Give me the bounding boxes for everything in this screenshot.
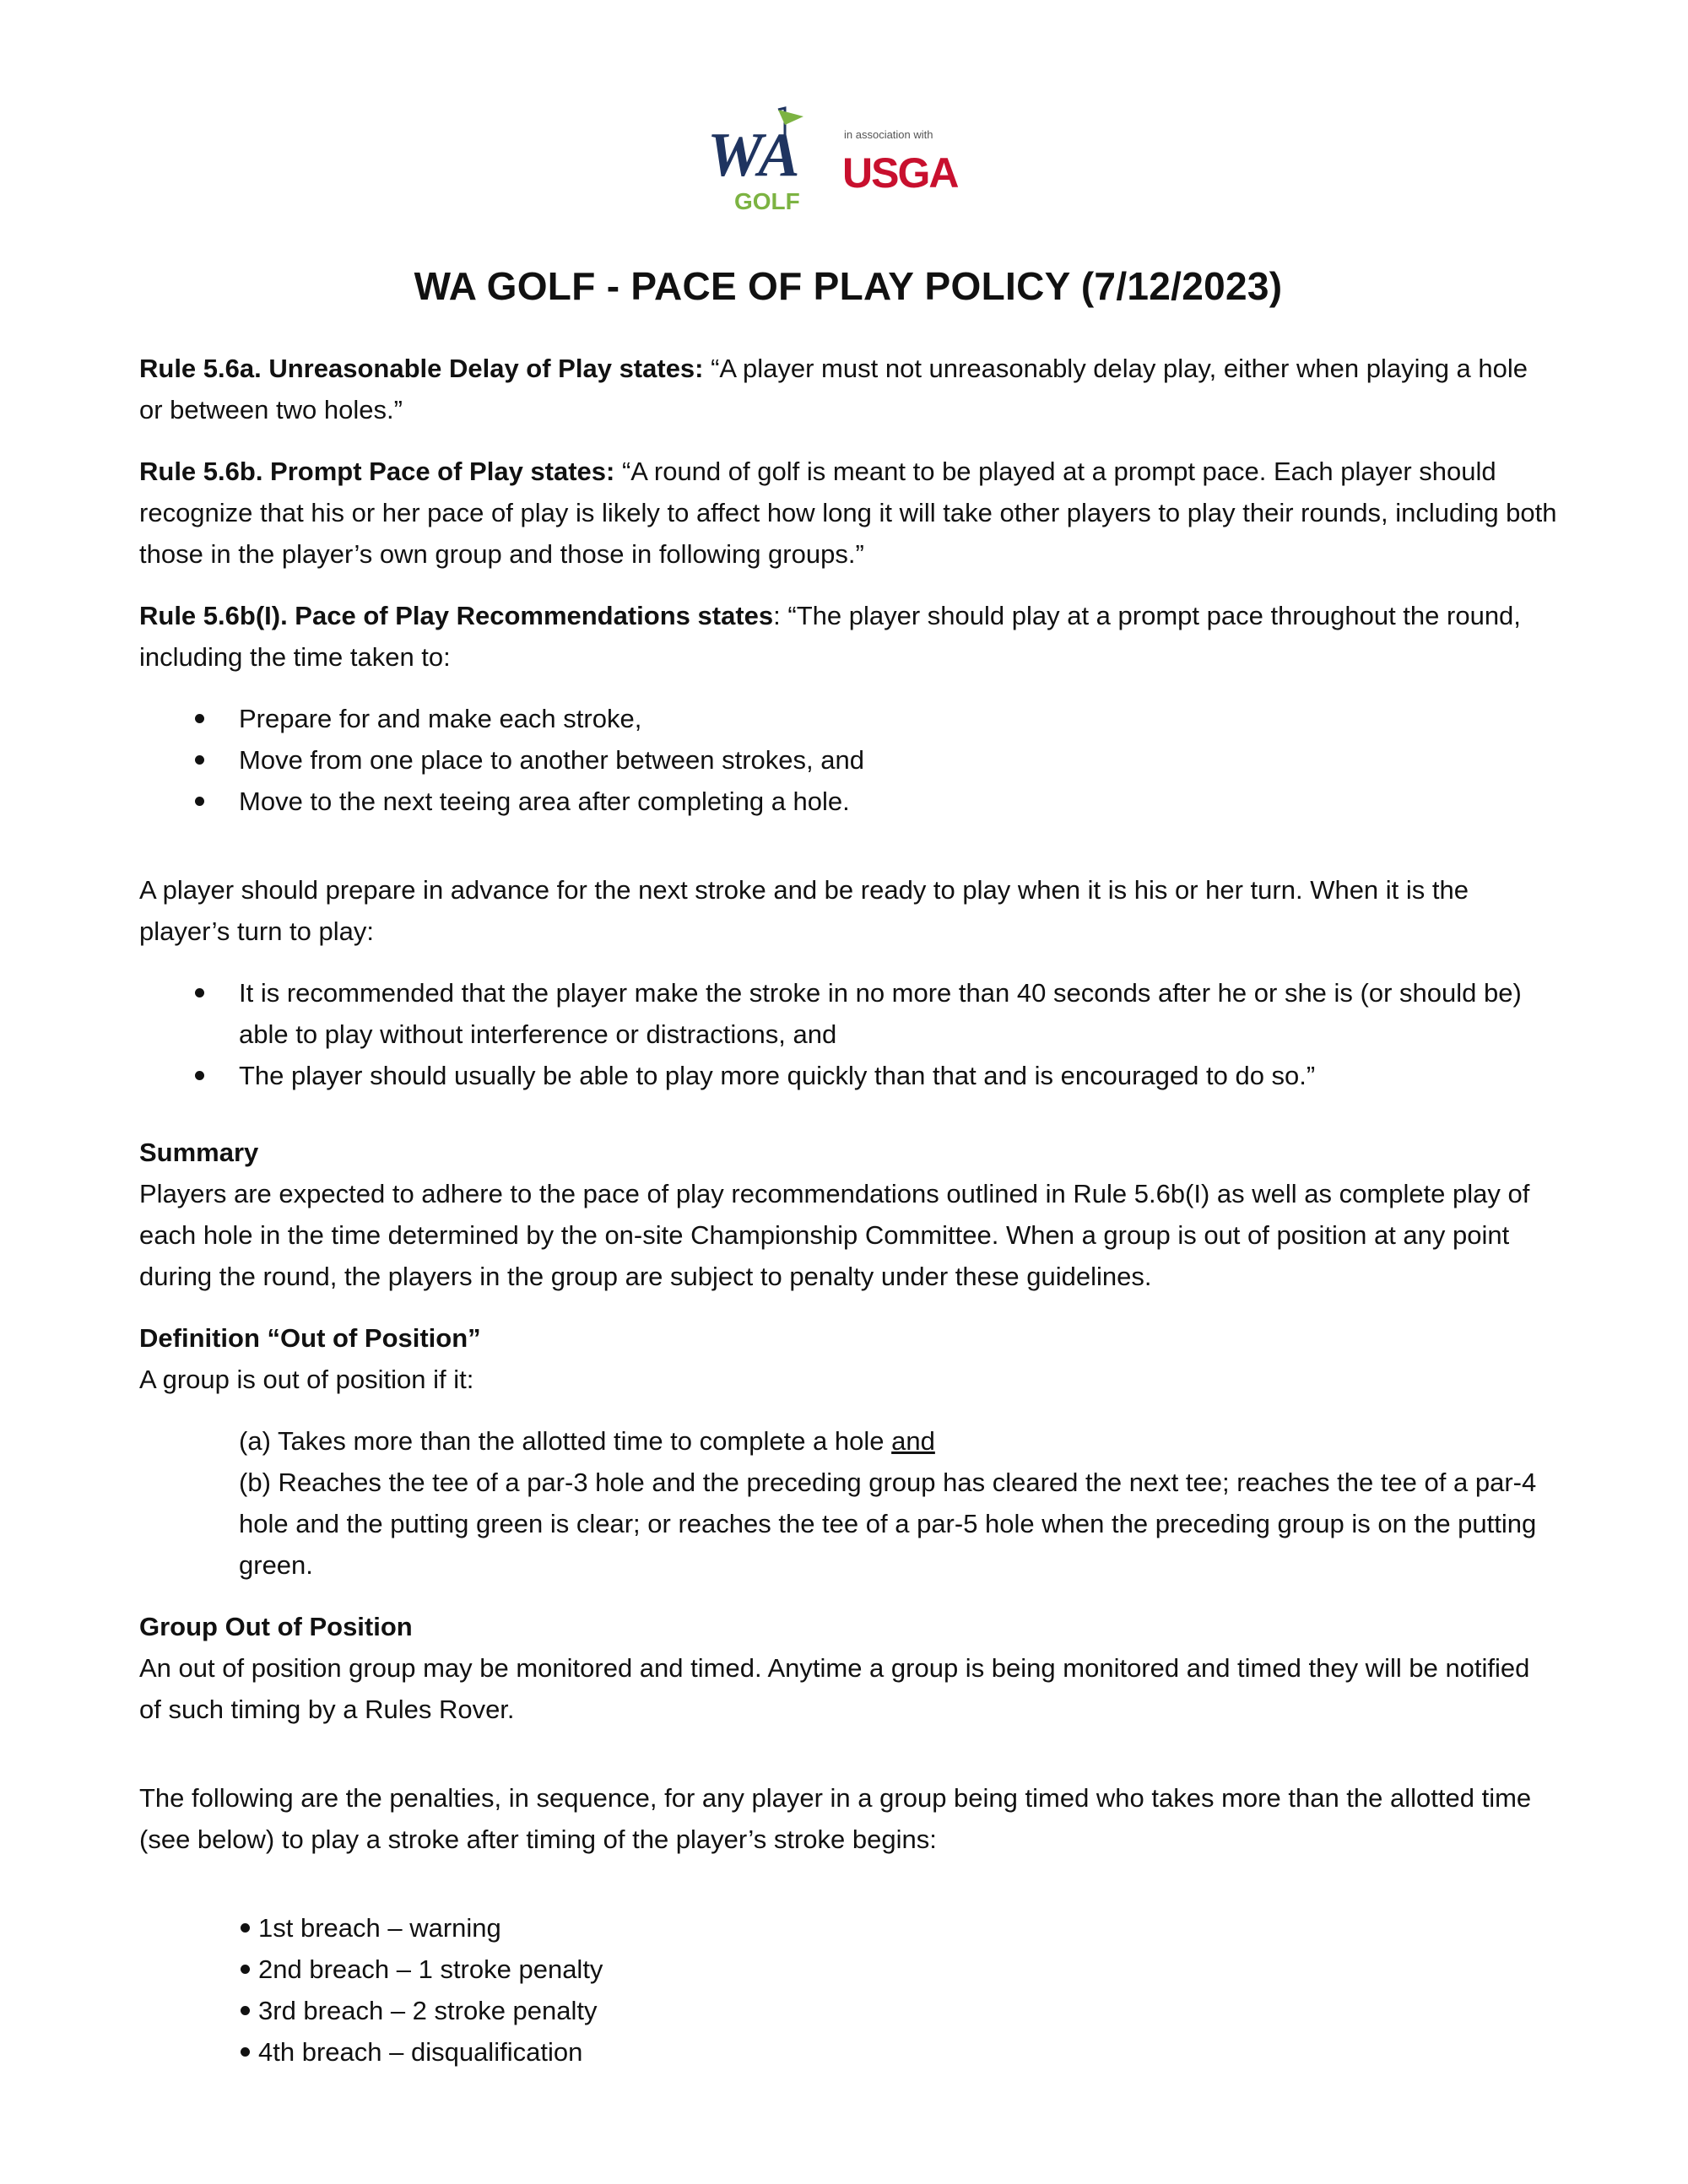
underlined-and: and — [891, 1426, 935, 1456]
list-item: Prepare for and make each stroke, — [139, 698, 1557, 739]
usga-logo-letters: USGA — [842, 149, 958, 197]
association-text: in association with — [844, 128, 933, 141]
bullet-icon — [241, 1923, 250, 1933]
definition-heading: Definition “Out of Position” — [139, 1323, 481, 1353]
usga-logo — [842, 149, 990, 197]
bullet-icon — [195, 797, 204, 806]
wa-golf-logo — [701, 101, 827, 219]
list-item: The player should usually be able to play more quickly than that and is encouraged to do so.” — [139, 1055, 1557, 1096]
bullet-icon — [241, 2006, 250, 2015]
rule-5-6bi-label: Rule 5.6b(I). Pace of Play Recommendations states — [139, 601, 774, 630]
definition-item-b: (b) Reaches the tee of a par-3 hole and the preceding group has cleared the next tee; reaches the tee of a par-4 hole and the putting green is clear; or reaches the tee of a par-5 hole when the preceding group is on the putting green. — [239, 1468, 1537, 1580]
rule-5-6b-label: Rule 5.6b. Prompt Pace of Play states: — [139, 457, 615, 486]
bullet-icon — [195, 988, 204, 997]
rule-5-6bi-paragraph — [139, 595, 1557, 678]
page-title: WA GOLF - PACE OF PLAY POLICY (7/12/2023) — [414, 264, 1283, 308]
rule-5-6b-text: “A round of golf is meant to be played at a prompt pace. Each player should recognize that his or her pace of play is likely to affect how long it will take other players to play their rounds, including both those in the player’s own group and those in following groups.” — [139, 457, 1557, 569]
rule-5-6a-label: Rule 5.6a. Unreasonable Delay of Play states: — [139, 354, 704, 383]
summary-text: Players are expected to adhere to the pace of play recommendations outlined in Rule 5.6b(I) as well as complete play of each hole in the time determined by the on-site Championship Committee. When a group is out of position at any point during the round, the players in the group are subject to penalty under these guidelines. — [139, 1179, 1530, 1291]
list-item: 4th breach – disqualification — [239, 2031, 1557, 2073]
group-out-text: An out of position group may be monitored and timed. Anytime a group is being monitored and timed they will be notified of such timing by a Rules Rover. — [139, 1653, 1530, 1724]
bullet-icon — [241, 2047, 250, 2057]
breach-list — [139, 1907, 1557, 2073]
bullet-icon — [195, 714, 204, 723]
list-item: 3rd breach – 2 stroke penalty — [239, 1990, 1557, 2031]
list-item: 2nd breach – 1 stroke penalty — [239, 1949, 1557, 1990]
group-out-heading: Group Out of Position — [139, 1612, 413, 1641]
definition-intro: A group is out of position if it: — [139, 1365, 474, 1394]
list-item: It is recommended that the player make the stroke in no more than 40 seconds after he or she is (or should be) able to play without interference or distractions, and — [139, 972, 1557, 1055]
list-item: Move to the next teeing area after completing a hole. — [139, 781, 1557, 822]
summary-heading: Summary — [139, 1138, 259, 1167]
bullet-icon — [195, 755, 204, 765]
wa-logo-letters: WA — [707, 121, 800, 190]
rule-5-6a-paragraph — [139, 348, 1557, 430]
rule-5-6a-text: “A player must not unreasonably delay play, either when playing a hole or between two holes.” — [139, 354, 1528, 424]
document-body — [139, 348, 1557, 2073]
players-turn-list — [139, 972, 1557, 1096]
penalties-intro: The following are the penalties, in sequence, for any player in a group being timed who takes more than the allotted time (see below) to play a stroke after timing of the player’s stroke begins: — [139, 1783, 1532, 1854]
rule-5-6bi-text: : “The player should play at a prompt pace throughout the round, including the time taken to: — [139, 601, 1521, 672]
bullet-icon — [195, 1071, 204, 1080]
logo-area — [701, 101, 1004, 219]
rule-5-6b-paragraph — [139, 451, 1557, 575]
list-item: Move from one place to another between strokes, and — [139, 739, 1557, 781]
definition-item-a: (a) Takes more than the allotted time to complete a hole and — [239, 1426, 935, 1456]
bullet-icon — [241, 1965, 250, 1974]
wa-logo-golf: GOLF — [734, 188, 800, 214]
prepare-paragraph: A player should prepare in advance for the next stroke and be ready to play when it is his or her turn. When it is the player’s turn to play: — [139, 875, 1469, 946]
time-taken-list — [139, 698, 1557, 822]
list-item: 1st breach – warning — [239, 1907, 1557, 1949]
